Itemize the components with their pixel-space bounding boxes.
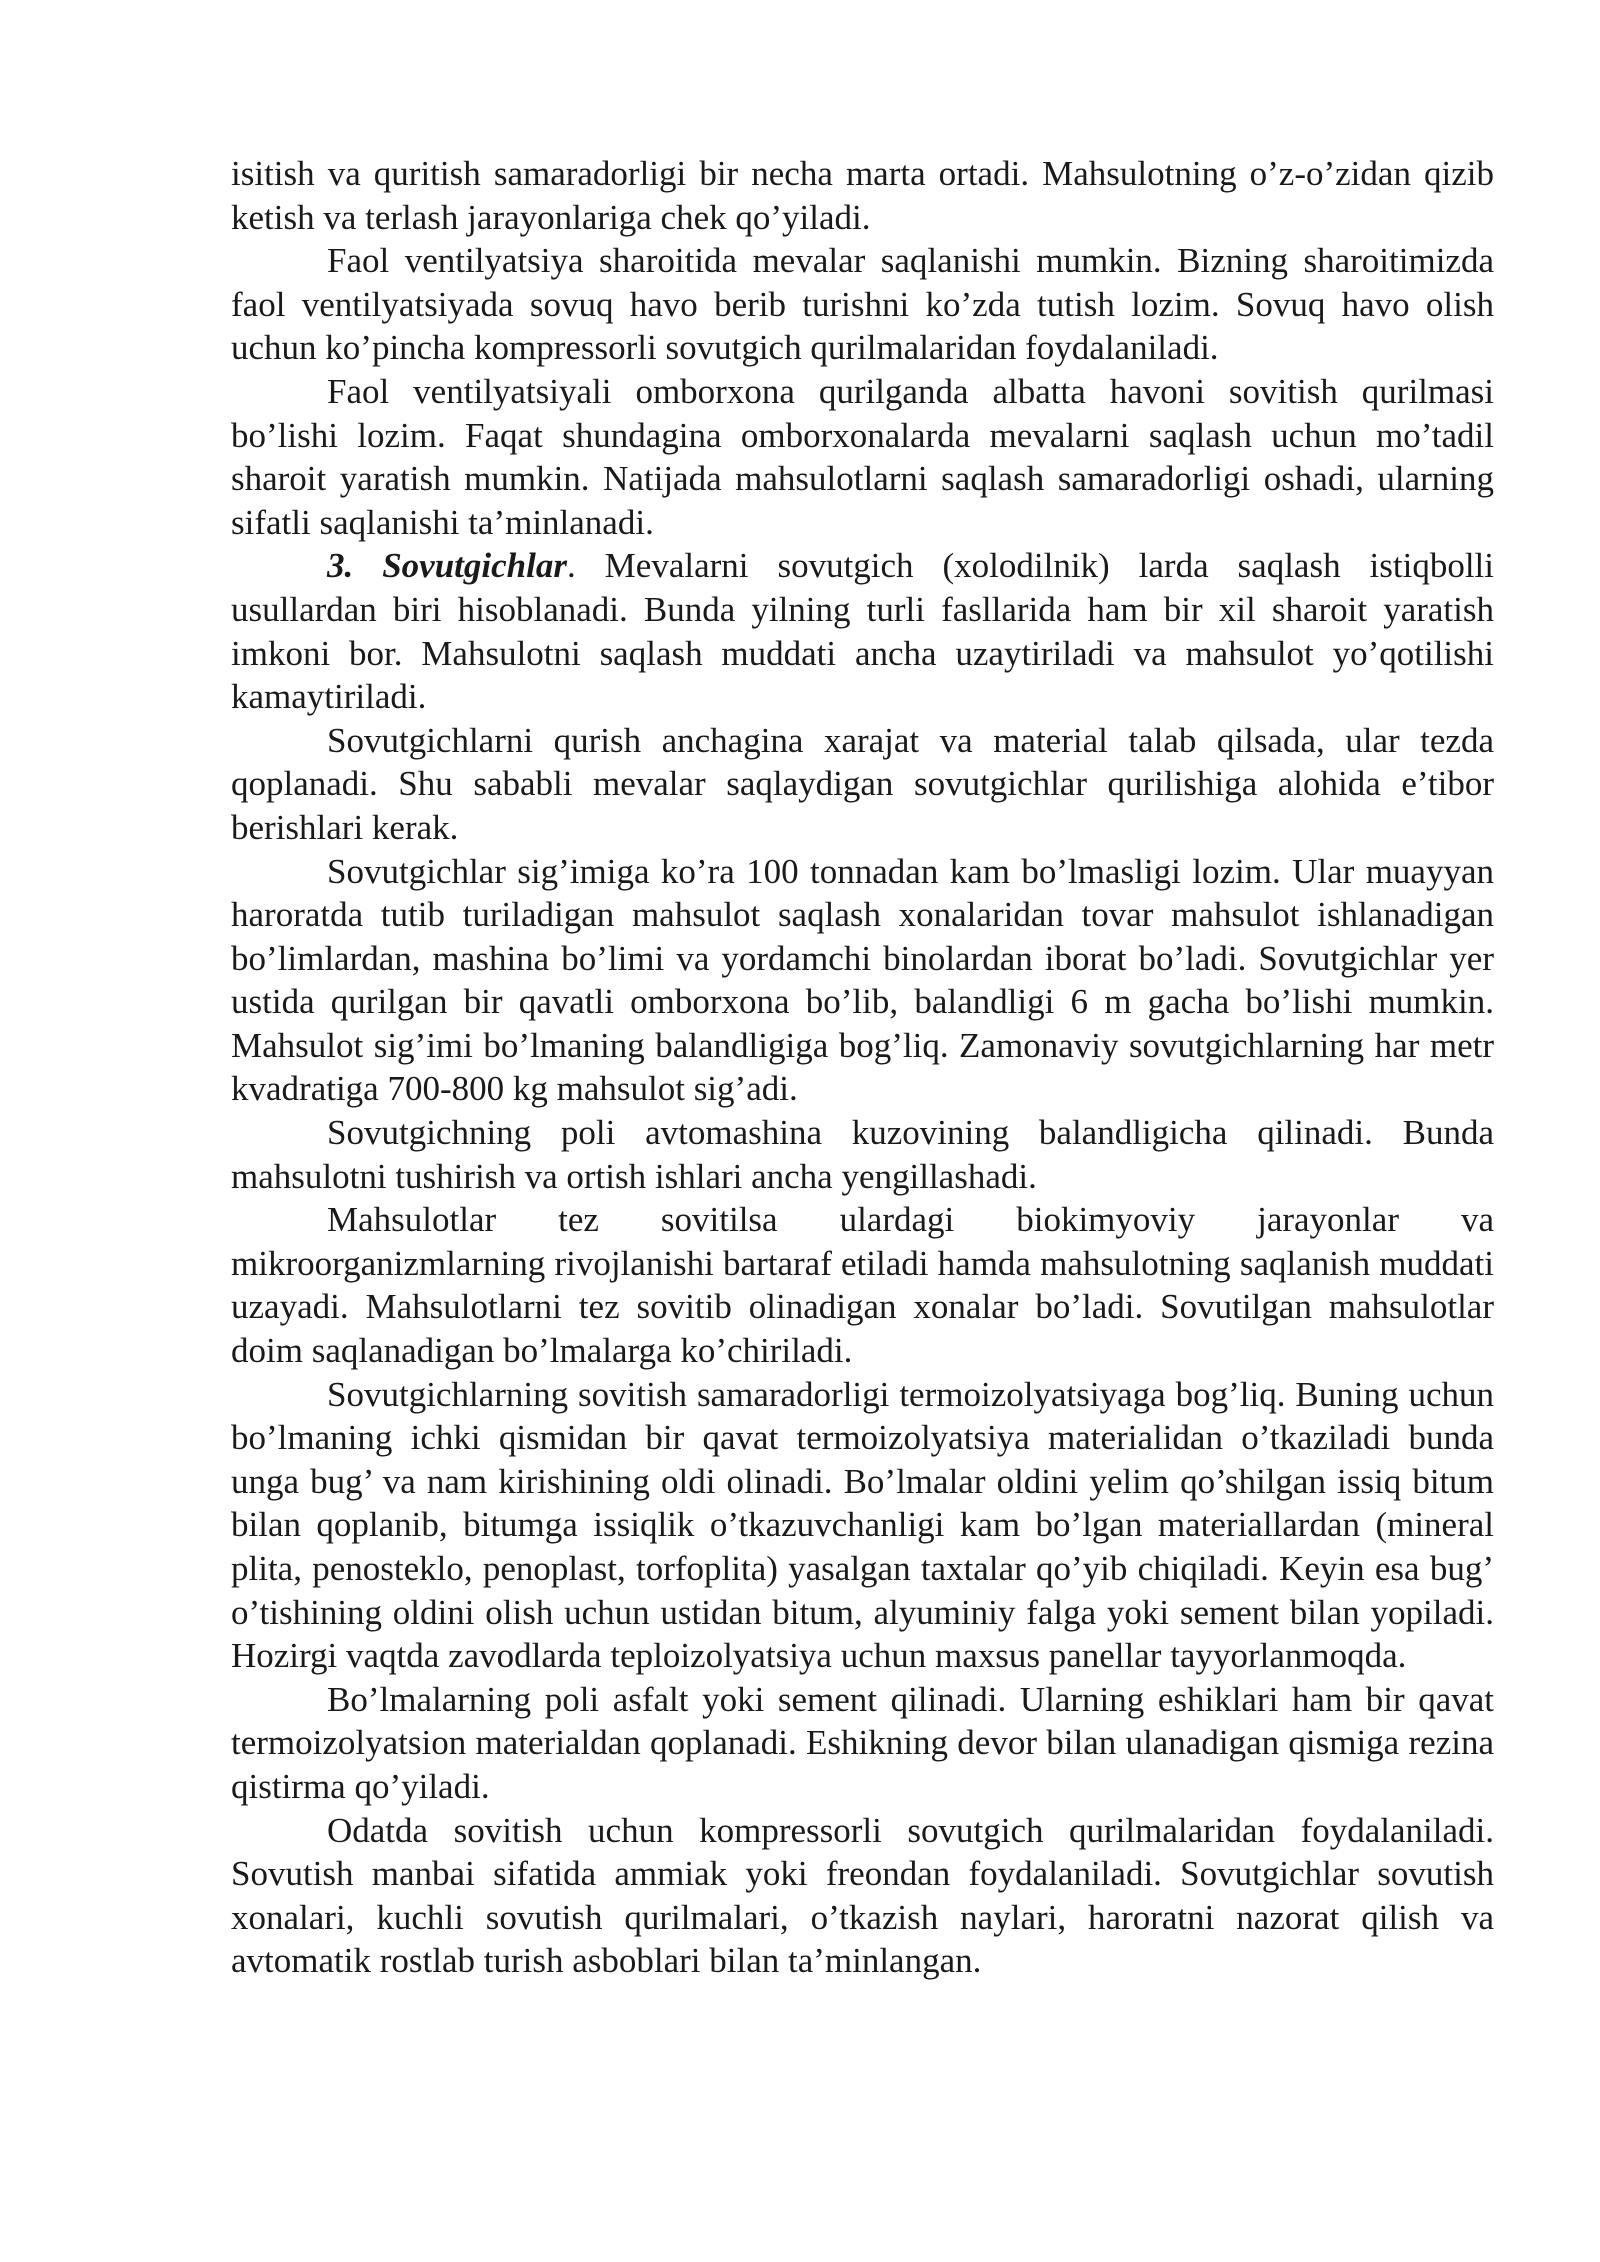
section-heading: 3. Sovutgichlar — [327, 546, 567, 586]
section-body-text: . Mevalarni sovutgich (xolodilnik) larda saqlash istiqbolli usullardan biri hisoblanadi. Bunda yilning turli fasllarida ham bir xil sharoit yaratish imkoni bor. Mahsulotni saqlash muddati ancha uzaytiriladi va mahsulot yo’qotilishi kamaytiriladi. — [231, 546, 1494, 717]
paragraph-active-ventilation: Faol ventilyatsiya sharoitida mevalar saqlanishi mumkin. Bizning sharoitimizda faol ventilyatsiyada sovuq havo berib turishni ko’zda tutish lozim. Sovuq havo olish uchun ko’pincha kompressorli sovutgich qurilmalaridan foydalaniladi. — [231, 241, 1494, 368]
document-page — [231, 152, 1494, 1983]
paragraph-floor-doors: Bo’lmalarning poli asfalt yoki sement qilinadi. Ularning eshiklari ham bir qavat termoizolyatsion materialdan qoplanadi. Eshikning devor bilan ulanadigan qismiga rezina qistirma qo’yiladi. — [231, 1679, 1494, 1806]
paragraph-cooling-equipment: Odatda sovitish uchun kompressorli sovutgich qurilmalaridan foydalaniladi. Sovutish manbai sifatida ammiak yoki freondan foydalaniladi. Sovutgichlar sovutish xonalari, kuchli sovutish qurilmalari, o’tkazish naylari, haroratni nazorat qilish va avtomatik rostlab turish asboblari bilan ta’minlangan. — [231, 1810, 1494, 1981]
paragraph-rapid-cooling: Mahsulotlar tez sovitilsa ulardagi biokimyoviy jarayonlar va mikroorganizmlarning rivojlanishi bartaraf etiladi hamda mahsulotning saqlanish muddati uzayadi. Mahsulotlarni tez sovitib olinadigan xonalar bo’ladi. Sovutilgan mahsulotlar doim saqlanadigan bo’lmalarga ko’chiriladi. — [231, 1200, 1494, 1371]
paragraph-construction-cost: Sovutgichlarni qurish anchagina xarajat va material talab qilsada, ular tezda qoplanadi. Shu sababli mevalar saqlaydigan sovutgichlar qurilishiga alohida e’tibor berishlari kerak. — [231, 720, 1494, 847]
paragraph-thermal-insulation: Sovutgichlarning sovitish samaradorligi termoizolyatsiyaga bog’liq. Buning uchun bo’lmaning ichki qismidan bir qavat termoizolyatsiya materialidan o’tkaziladi bunda unga bug’ va nam kirishining oldi olinadi. Bo’lmalar oldini yelim qo’shilgan issiq bitum bilan qoplanib, bitumga issiqlik o’tkazuvchanligi kam bo’lgan materiallardan (mineral plita, penosteklo, penoplast, torfoplita) yasalgan taxtalar qo’yib chiqiladi. Keyin esa bug’ o’tishining oldini olish uchun ustidan bitum, alyuminiy falga yoki sement bilan yopiladi. Hozirgi vaqtda zavodlarda teploizolyatsiya uchun maxsus panellar tayyorlanmoqda. — [231, 1374, 1494, 1676]
paragraph-cooling-installation: Faol ventilyatsiyali omborxona qurilganda albatta havoni sovitish qurilmasi bo’lishi lozim. Faqat shundagina omborxonalarda mevalarni saqlash uchun mo’tadil sharoit yaratish mumkin. Natijada mahsulotlarni saqlash samaradorligi oshadi, ularning sifatli saqlanishi ta’minlanadi. — [231, 371, 1494, 542]
paragraph-capacity: Sovutgichlar sig’imiga ko’ra 100 tonnadan kam bo’lmasligi lozim. Ular muayyan haroratda tutib turiladigan mahsulot saqlash xonalaridan tovar mahsulot ishlanadigan bo’limlardan, mashina bo’limi va yordamchi binolardan iborat bo’ladi. Sovutgichlar yer ustida qurilgan bir qavatli omborxona bo’lib, balandligi 6 m gacha bo’lishi mumkin. Mahsulot sig’imi bo’lmaning balandligiga bog’liq. Zamonaviy sovutgichlarning har metr kvadratiga 700-800 kg mahsulot sig’adi. — [231, 851, 1494, 1109]
paragraph-floor-height: Sovutgichning poli avtomashina kuzovining balandligicha qilinadi. Bunda mahsulotni tushirish va ortish ishlari ancha yengillashadi. — [231, 1113, 1494, 1196]
paragraph-section-refrigerators — [231, 544, 1494, 718]
paragraph-continuation: isitish va quritish samaradorligi bir necha marta ortadi. Mahsulotning o’z-o’zidan qizib ketish va terlash jarayonlariga chek qo’yiladi. — [231, 154, 1494, 237]
